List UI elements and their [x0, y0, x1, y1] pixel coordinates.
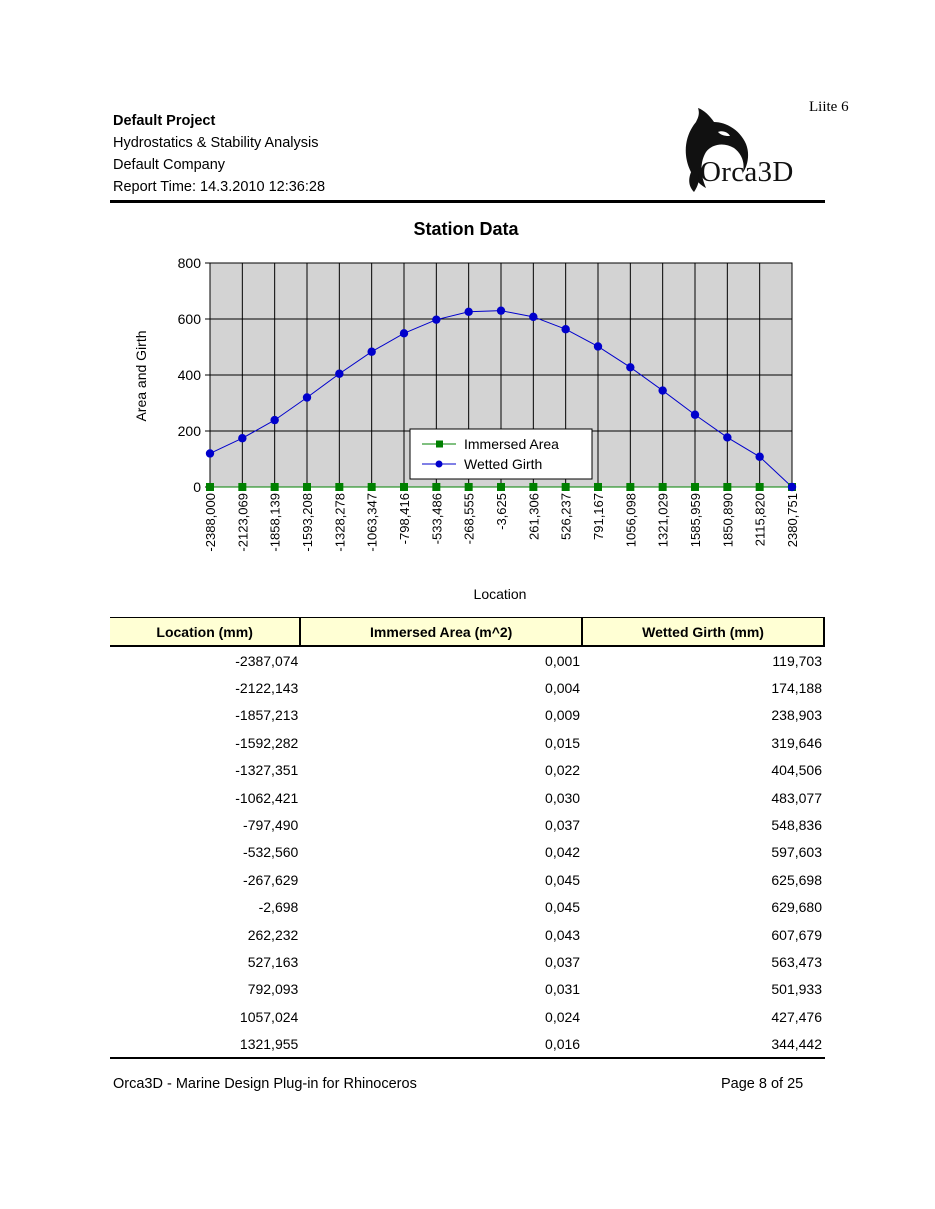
data-point	[723, 433, 731, 441]
x-tick-label: 2380,751	[785, 493, 800, 548]
data-point	[206, 483, 214, 491]
x-tick-label: -268,555	[461, 493, 477, 545]
data-point	[594, 483, 602, 491]
data-point	[497, 483, 505, 491]
cell-wetted-girth: 548,836	[771, 817, 822, 834]
table-row	[110, 948, 824, 975]
data-point	[756, 483, 764, 491]
column-header-wetted-girth: Wetted Girth (mm)	[582, 618, 824, 647]
data-point	[335, 483, 343, 491]
table-row	[110, 1003, 824, 1030]
y-tick-label: 600	[177, 311, 201, 327]
y-tick-label: 0	[193, 479, 201, 495]
chart-title: Station Data	[413, 219, 519, 239]
legend-label: Immersed Area	[464, 436, 559, 452]
data-point	[238, 434, 246, 442]
cell-location: 527,163	[247, 953, 299, 970]
y-tick-label: 800	[177, 255, 201, 271]
cell-wetted-girth: 563,473	[771, 953, 822, 970]
data-point	[368, 483, 376, 491]
data-point	[432, 483, 440, 491]
cell-immersed-area: 0,022	[545, 762, 581, 779]
footer-product: Orca3D - Marine Design Plug-in for Rhinoceros	[113, 1076, 417, 1092]
cell-immersed-area: 0,004	[545, 680, 581, 697]
cell-immersed-area: 0,037	[545, 817, 581, 834]
cell-wetted-girth: 607,679	[771, 926, 822, 943]
project-name: Default Project	[113, 113, 216, 129]
data-point	[271, 483, 279, 491]
data-point	[400, 329, 408, 337]
page-attachment-note: Liite 6	[809, 99, 849, 115]
cell-wetted-girth: 344,442	[771, 1036, 822, 1053]
data-point	[367, 348, 375, 356]
table-row	[110, 674, 824, 701]
data-point	[788, 483, 796, 491]
data-point	[465, 483, 473, 491]
cell-wetted-girth: 427,476	[771, 1008, 822, 1025]
cell-wetted-girth: 238,903	[771, 707, 822, 724]
data-point	[238, 483, 246, 491]
cell-immersed-area: 0,037	[545, 953, 581, 970]
data-point	[270, 416, 278, 424]
data-point	[206, 449, 214, 457]
legend-marker	[436, 441, 443, 448]
table-header-row	[110, 618, 824, 647]
x-tick-label: -533,486	[429, 493, 445, 545]
data-point	[691, 483, 699, 491]
x-tick-label: -1328,278	[332, 493, 348, 552]
cell-location: -267,629	[243, 871, 299, 888]
data-point	[594, 342, 602, 350]
data-point	[529, 313, 537, 321]
data-point	[626, 363, 634, 371]
data-point	[561, 325, 569, 333]
data-point	[464, 308, 472, 316]
table-row	[110, 729, 824, 756]
data-point	[529, 483, 537, 491]
cell-location: -1592,282	[235, 734, 299, 751]
cell-wetted-girth: 483,077	[771, 789, 822, 806]
cell-location: -1857,213	[235, 707, 299, 724]
cell-location: -2122,143	[235, 680, 299, 697]
report-time: Report Time: 14.3.2010 12:36:28	[113, 179, 326, 195]
report-header	[113, 110, 325, 198]
table-row	[110, 839, 824, 866]
header-rule	[110, 200, 825, 203]
table-row	[110, 976, 824, 1003]
data-point	[755, 453, 763, 461]
x-tick-label: 1850,890	[720, 493, 736, 548]
data-point	[432, 315, 440, 323]
x-tick-label: -3,625	[494, 493, 509, 530]
cell-immersed-area: 0,015	[545, 734, 581, 751]
table-row	[110, 646, 824, 674]
analysis-name: Hydrostatics & Stability Analysis	[113, 135, 319, 151]
legend-marker	[436, 461, 443, 468]
cell-wetted-girth: 319,646	[771, 734, 822, 751]
cell-wetted-girth: 501,933	[771, 981, 822, 998]
x-tick-label: -1063,347	[364, 493, 380, 552]
cell-wetted-girth: 629,680	[771, 899, 822, 916]
cell-location: -797,490	[243, 817, 299, 834]
y-tick-label: 200	[177, 423, 201, 439]
table-row	[110, 811, 824, 838]
x-tick-label: -1858,139	[267, 493, 283, 552]
cell-location: -2387,074	[235, 652, 299, 669]
cell-wetted-girth: 119,703	[772, 652, 822, 669]
cell-immersed-area: 0,009	[545, 707, 581, 724]
table-row	[110, 1030, 824, 1057]
cell-location: 1321,955	[239, 1036, 299, 1053]
cell-location: 1057,024	[239, 1008, 299, 1025]
cell-immersed-area: 0,042	[545, 844, 581, 861]
table-row	[110, 757, 824, 784]
cell-wetted-girth: 625,698	[771, 871, 822, 888]
column-header-immersed-area: Immersed Area (m^2)	[300, 618, 582, 647]
cell-immersed-area: 0,024	[545, 1008, 581, 1025]
table-row	[110, 866, 824, 893]
data-point	[303, 483, 311, 491]
cell-immersed-area: 0,001	[545, 652, 581, 669]
table-row	[110, 702, 824, 729]
cell-wetted-girth: 404,506	[771, 762, 822, 779]
cell-location: 262,232	[247, 926, 299, 943]
page-number: Page 8 of 25	[721, 1076, 804, 1092]
x-tick-label: 1321,029	[655, 493, 671, 548]
cell-immersed-area: 0,030	[545, 789, 581, 806]
cell-wetted-girth: 174,188	[771, 680, 822, 697]
x-tick-label: 526,237	[558, 493, 574, 540]
cell-location: 792,093	[247, 981, 299, 998]
data-point	[303, 393, 311, 401]
data-point	[658, 386, 666, 394]
data-point	[626, 483, 634, 491]
y-axis-label: Area and Girth	[133, 330, 149, 422]
company-name: Default Company	[113, 157, 226, 173]
cell-immersed-area: 0,045	[545, 899, 581, 916]
table-row	[110, 894, 824, 921]
data-point	[335, 370, 343, 378]
cell-immersed-area: 0,016	[545, 1036, 581, 1053]
cell-immersed-area: 0,043	[545, 926, 581, 943]
data-point	[497, 306, 505, 314]
cell-location: -1327,351	[235, 762, 299, 779]
data-point	[400, 483, 408, 491]
data-point	[562, 483, 570, 491]
y-tick-label: 400	[177, 367, 201, 383]
cell-immersed-area: 0,045	[545, 871, 581, 888]
data-point	[691, 411, 699, 419]
table-row	[110, 921, 824, 948]
data-point	[723, 483, 731, 491]
x-axis-label: Location	[473, 586, 527, 602]
cell-location: -1062,421	[235, 789, 299, 806]
cell-immersed-area: 0,031	[545, 981, 581, 998]
cell-location: -2,698	[258, 899, 299, 916]
x-tick-label: -1593,208	[300, 493, 315, 552]
station-data-chart	[110, 210, 825, 610]
table-row	[110, 784, 824, 811]
cell-wetted-girth: 597,603	[771, 844, 822, 861]
cell-location: -532,560	[243, 844, 299, 861]
data-point	[659, 483, 667, 491]
footer-rule	[110, 1057, 825, 1059]
x-tick-label: 1056,098	[623, 493, 639, 548]
legend-label: Wetted Girth	[464, 456, 543, 472]
orca3d-logo-text: Orca3D	[700, 156, 794, 188]
x-tick-label: 2115,820	[752, 493, 768, 547]
x-tick-label: 1585,959	[688, 493, 703, 548]
column-header-location: Location (mm)	[110, 618, 300, 647]
x-tick-label: -798,416	[397, 493, 412, 545]
station-data-table	[110, 617, 825, 1058]
x-tick-label: 791,167	[591, 493, 606, 540]
x-tick-label: 261,306	[526, 493, 542, 540]
x-tick-label: -2388,000	[203, 493, 218, 552]
x-tick-label: -2123,069	[235, 493, 251, 552]
